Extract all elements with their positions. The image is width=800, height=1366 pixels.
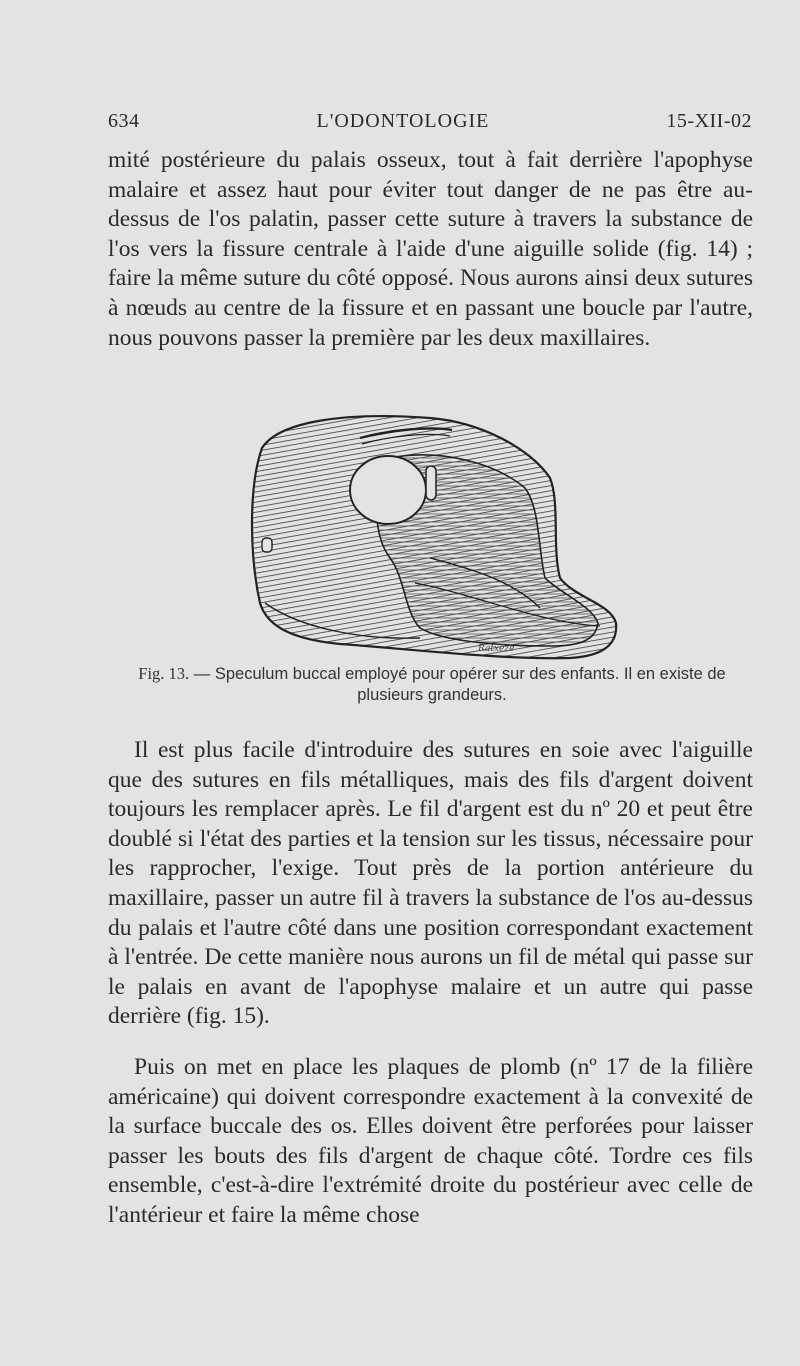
figure-label: Fig. 13. [138, 664, 190, 683]
engraver-signature: Ratxeze [478, 644, 515, 654]
paragraph-2: Il est plus facile d'introduire des sutures en soie avec l'aiguille que des sutures en fils métalliques, mais des fils d'argent doivent toujours les remplacer après. Le fil d'argent est du nº 20 et peut être doublé si l'état des parties et la tension sur les tissus, nécessaire pour les rapprocher, l'exige. Tout près de la portion antérieure du maxillaire, passer un autre fil à travers la substance de l'os au-dessus du palais et l'autre côté dans une position correspondant exactement à l'entrée. De cette manière nous aurons un fil de métal qui passe sur le palais en avant de l'apophyse malaire et un autre qui passe derrière (fig. 15). [108, 737, 753, 1030]
paragraph-3: Puis on met en place les plaques de plomb (nº 17 de la filière américaine) qui doivent correspondre exactement à la convexité de la surface buccale des os. Elles doivent être perforées pour laisser passer les bouts des fils d'argent de chaque côté. Tordre ces fils ensemble, c'est-à-dire l'extrémité droite du postérieur avec celle de l'antérieur et faire la même chose [108, 1054, 753, 1228]
speculum-illustration [240, 408, 630, 670]
issue-date: 15-XII-02 [666, 110, 752, 132]
paragraph-1: mité postérieure du palais osseux, tout à fait derrière l'apophyse malaire et assez haut pour éviter tout danger de ne pas être au-dessus de l'os palatin, passer cette suture à travers la substance de l'os vers la fissure centrale à l'aide d'une aiguille solide (fig. 14) ; faire la même suture du côté opposé. Nous aurons ainsi deux sutures à nœuds au centre de la fissure et en passant une boucle par l'autre, nous pouvons passer la première par les deux maxillaires. [108, 147, 753, 351]
figure-caption [108, 663, 756, 706]
running-title: L'ODONTOLOGIE [316, 110, 490, 132]
page-number: 634 [108, 110, 140, 132]
page-header [108, 110, 752, 133]
figure-caption-text: — Speculum buccal employé pour opérer sur des enfants. Il en existe de plusieurs grandeurs. [193, 665, 726, 704]
